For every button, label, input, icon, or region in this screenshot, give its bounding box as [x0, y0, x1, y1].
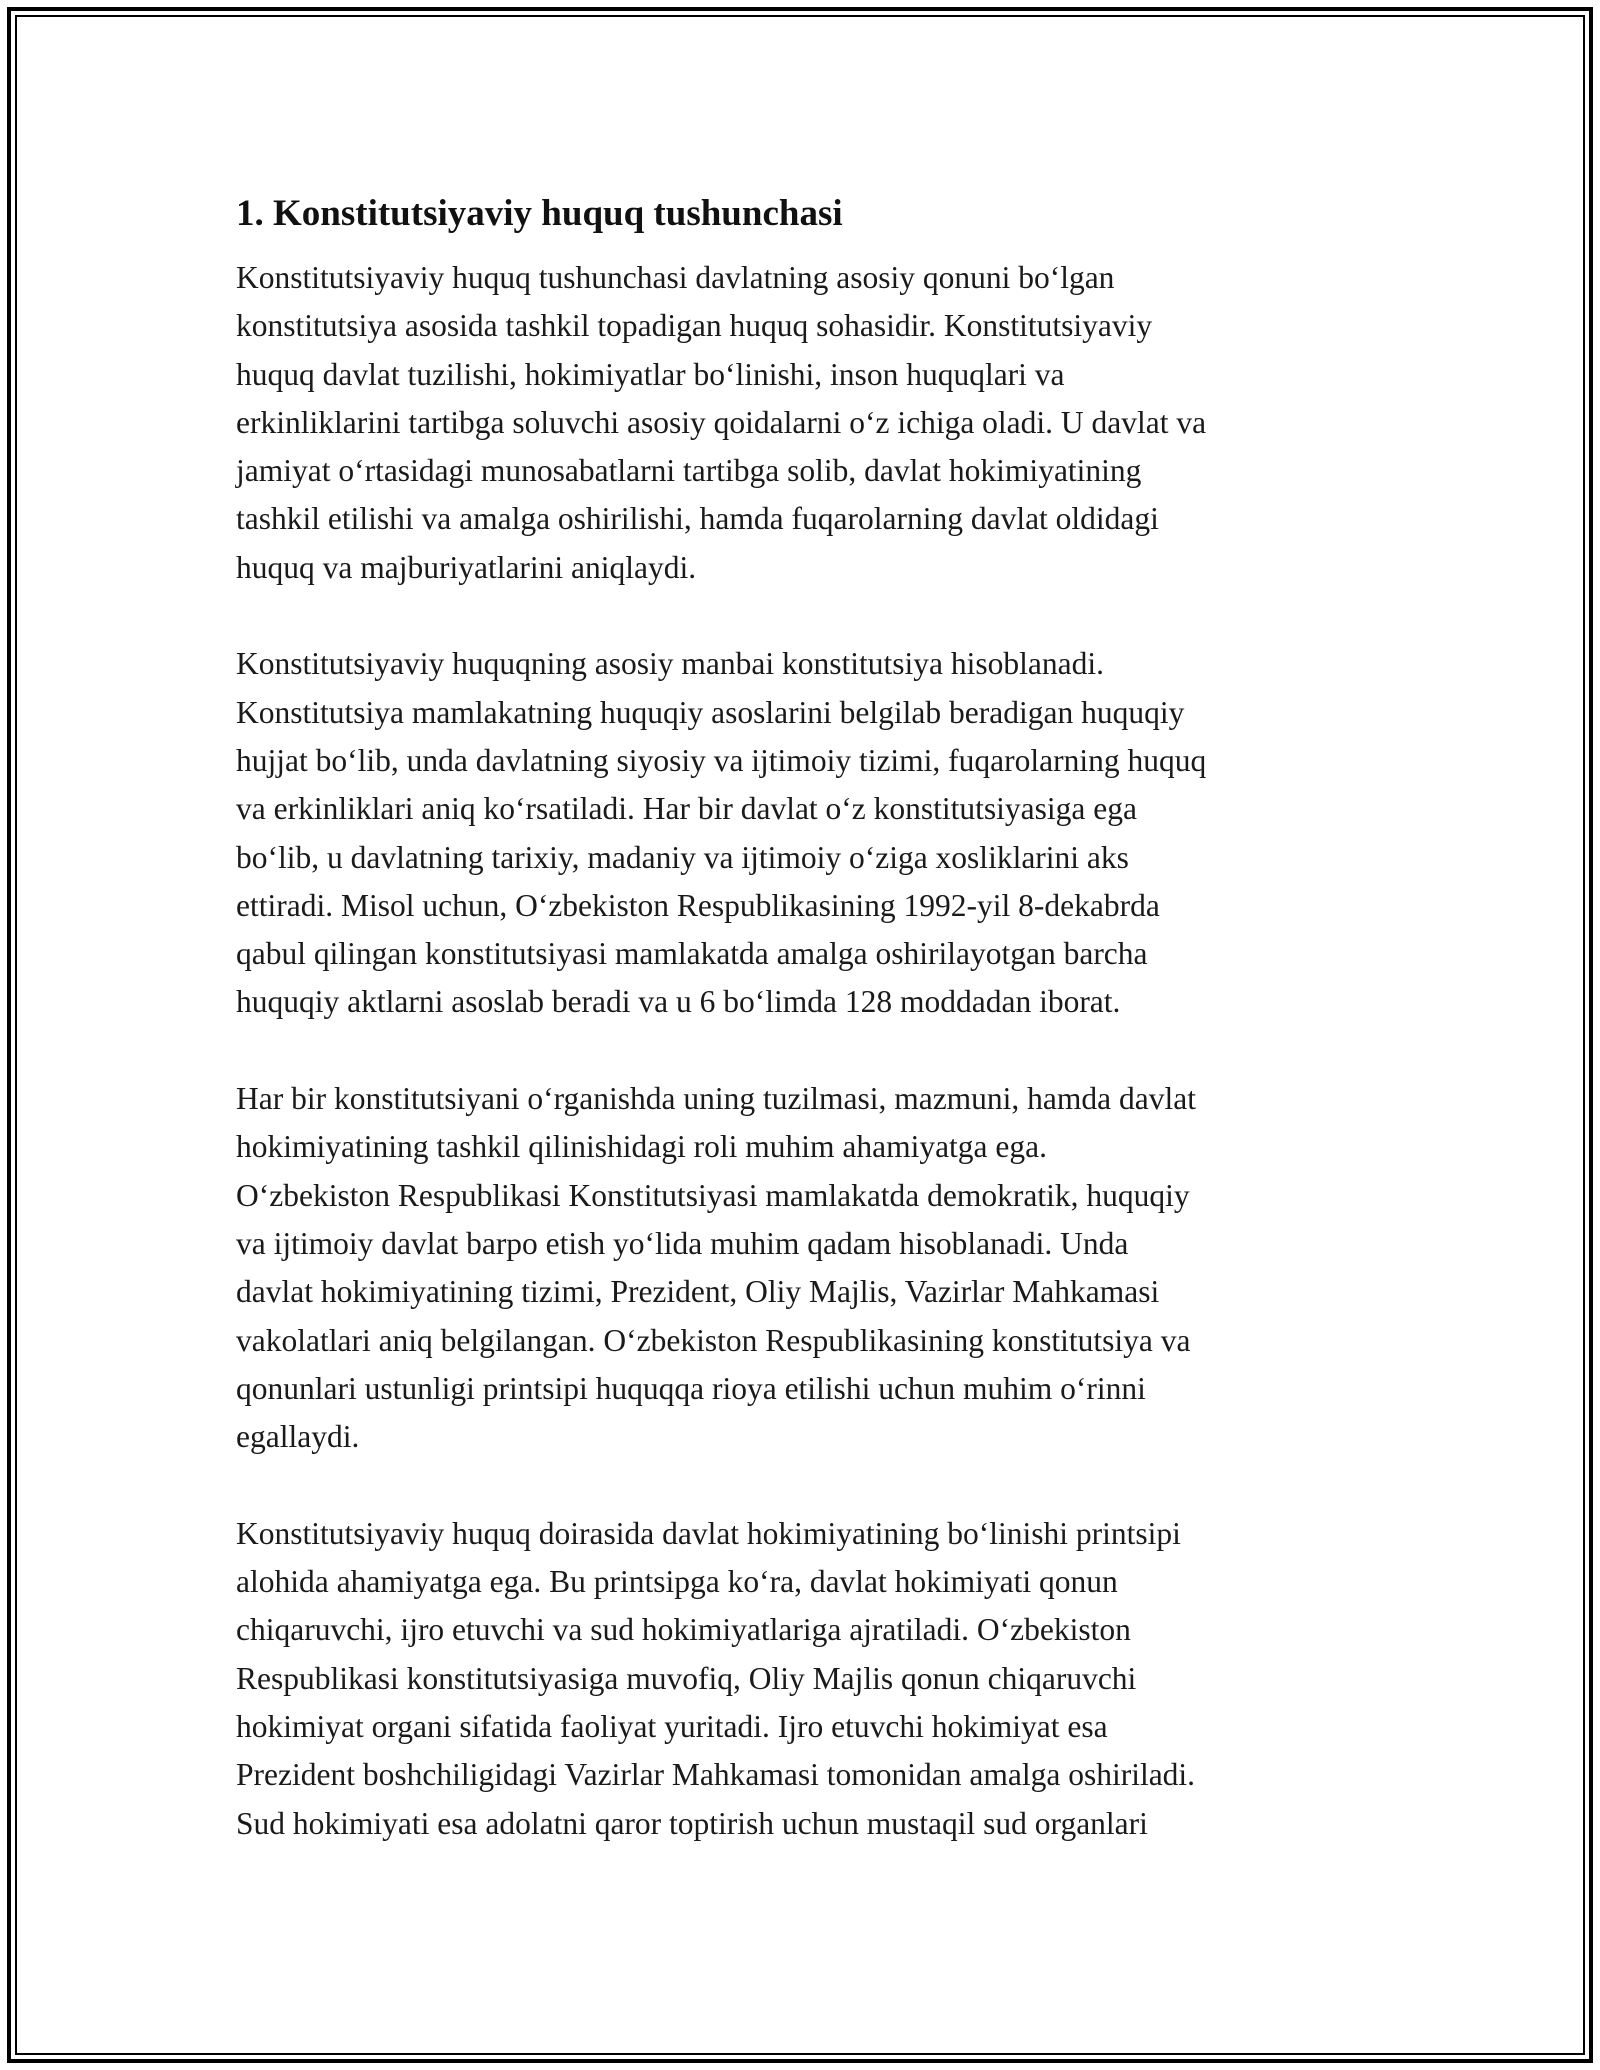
text-line: huquq va majburiyatlarini aniqlaydi. [236, 549, 697, 585]
paragraph-2 [236, 640, 1376, 1026]
text-line: vakolatlari aniq belgilangan. Oʻzbekiston Respublikasining konstitutsiya va [236, 1322, 1191, 1358]
text-line: huquq davlat tuzilishi, hokimiyatlar boʻlinishi, inson huquqlari va [236, 356, 1065, 392]
text-line: egallaydi. [236, 1419, 360, 1455]
text-line: Konstitutsiyaviy huquqning asosiy manbai konstitutsiya hisoblanadi. [236, 646, 1104, 682]
text-line: ettiradi. Misol uchun, Oʻzbekiston Respublikasining 1992-yil 8-dekabrda [236, 887, 1160, 923]
text-line: hokimiyatining tashkil qilinishidagi roli muhim ahamiyatga ega. [236, 1129, 1048, 1165]
text-line: hokimiyat organi sifatida faoliyat yuritadi. Ijro etuvchi hokimiyat esa [236, 1708, 1108, 1744]
text-line: qabul qilingan konstitutsiyasi mamlakatda amalga oshirilayotgan barcha [236, 936, 1148, 972]
paragraph-3 [236, 1075, 1376, 1461]
text-line: Prezident boshchiligidagi Vazirlar Mahkamasi tomonidan amalga oshiriladi. [236, 1757, 1196, 1793]
paragraph-4 [236, 1510, 1376, 1848]
text-line: va erkinliklari aniq koʻrsatiladi. Har bir davlat oʻz konstitutsiyasiga ega [236, 791, 1137, 827]
text-line: hujjat boʻlib, unda davlatning siyosiy va ijtimoiy tizimi, fuqarolarning huquq [236, 742, 1207, 778]
text-line: huquqiy aktlarni asoslab beradi va u 6 boʻlimda 128 moddadan iborat. [236, 984, 1121, 1020]
text-line: Har bir konstitutsiyani oʻrganishda uning tuzilmasi, mazmuni, hamda davlat [236, 1081, 1196, 1117]
text-line: Respublikasi konstitutsiyasiga muvofiq, Oliy Majlis qonun chiqaruvchi [236, 1660, 1137, 1696]
text-line: jamiyat oʻrtasidagi munosabatlarni tartibga solib, davlat hokimiyatining [236, 453, 1142, 489]
text-line: chiqaruvchi, ijro etuvchi va sud hokimiyatlariga ajratiladi. Oʻzbekiston [236, 1612, 1131, 1648]
text-line: erkinliklarini tartibga soluvchi asosiy qoidalarni oʻz ichiga oladi. U davlat va [236, 404, 1207, 440]
text-line: qonunlari ustunligi printsipi huquqqa rioya etilishi uchun muhim oʻrinni [236, 1370, 1146, 1406]
text-line: konstitutsiya asosida tashkil topadigan huquq sohasidir. Konstitutsiyaviy [236, 308, 1153, 344]
text-line: boʻlib, u davlatning tarixiy, madaniy va ijtimoiy oʻziga xosliklarini aks [236, 839, 1129, 875]
text-line: va ijtimoiy davlat barpo etish yoʻlida muhim qadam hisoblanadi. Unda [236, 1225, 1129, 1261]
text-line: tashkil etilishi va amalga oshirilishi, hamda fuqarolarning davlat oldidagi [236, 501, 1159, 537]
section-heading: 1. Konstitutsiyaviy huquq tushunchasi [236, 193, 843, 234]
text-line: Konstitutsiyaviy huquq doirasida davlat hokimiyatining boʻlinishi printsipi [236, 1515, 1181, 1551]
text-line: Sud hokimiyati esa adolatni qaror toptirish uchun mustaqil sud organlari [236, 1805, 1148, 1841]
text-line: davlat hokimiyatining tizimi, Prezident, Oliy Majlis, Vazirlar Mahkamasi [236, 1274, 1160, 1310]
text-line: Oʻzbekiston Respublikasi Konstitutsiyasi mamlakatda demokratik, huquqiy [236, 1177, 1190, 1213]
paragraph-1 [236, 254, 1376, 592]
text-line: Konstitutsiya mamlakatning huquqiy asoslarini belgilab beradigan huquqiy [236, 694, 1185, 730]
text-line: alohida ahamiyatga ega. Bu printsipga koʻra, davlat hokimiyati qonun [236, 1564, 1118, 1600]
document-body [236, 186, 1376, 1896]
text-line: Konstitutsiyaviy huquq tushunchasi davlatning asosiy qonuni boʻlgan [236, 260, 1115, 295]
